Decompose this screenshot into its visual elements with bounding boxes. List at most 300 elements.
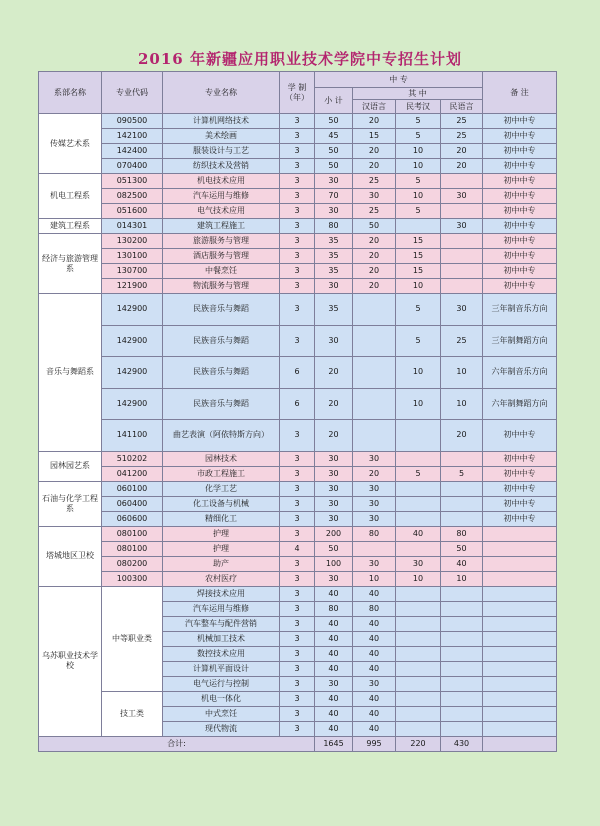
subtotal-cell: 40 bbox=[315, 586, 353, 601]
major-name-cell: 现代物流 bbox=[163, 721, 280, 736]
department-name-cell: 机电工程系 bbox=[39, 174, 102, 219]
minyu-count-cell bbox=[441, 234, 483, 249]
header-dept: 系部名称 bbox=[39, 72, 102, 114]
major-name-cell: 电气运行与控制 bbox=[163, 676, 280, 691]
subtotal-cell: 30 bbox=[315, 325, 353, 357]
subtotal-cell: 30 bbox=[315, 676, 353, 691]
header-duration-line2: （年） bbox=[285, 92, 309, 102]
hanyu-count-cell: 80 bbox=[353, 526, 396, 541]
minyu-count-cell bbox=[441, 691, 483, 706]
duration-cell: 3 bbox=[280, 496, 315, 511]
major-code-cell: 060400 bbox=[102, 496, 163, 511]
minyu-count-cell bbox=[441, 204, 483, 219]
duration-cell: 3 bbox=[280, 159, 315, 174]
subtotal-cell: 50 bbox=[315, 541, 353, 556]
table-row bbox=[39, 526, 557, 541]
duration-cell: 6 bbox=[280, 388, 315, 420]
hanyu-count-cell: 20 bbox=[353, 264, 396, 279]
minyu-count-cell: 25 bbox=[441, 114, 483, 129]
minkaohan-count-cell bbox=[396, 219, 441, 234]
subtotal-cell: 30 bbox=[315, 511, 353, 526]
table-row bbox=[39, 420, 557, 452]
major-name-cell: 电气技术应用 bbox=[163, 204, 280, 219]
duration-cell: 3 bbox=[280, 219, 315, 234]
table-row bbox=[39, 204, 557, 219]
hanyu-count-cell: 20 bbox=[353, 234, 396, 249]
major-name-cell: 农村医疗 bbox=[163, 571, 280, 586]
total-remark-cell bbox=[483, 736, 557, 751]
remark-cell bbox=[483, 541, 557, 556]
subtotal-cell: 35 bbox=[315, 249, 353, 264]
major-name-cell: 精细化工 bbox=[163, 511, 280, 526]
remark-cell: 三年制音乐方向 bbox=[483, 294, 557, 326]
hanyu-count-cell bbox=[353, 357, 396, 389]
table-row bbox=[39, 189, 557, 204]
remark-cell: 三年制舞蹈方向 bbox=[483, 325, 557, 357]
major-name-cell: 化工设备与机械 bbox=[163, 496, 280, 511]
table-row bbox=[39, 496, 557, 511]
minkaohan-count-cell bbox=[396, 481, 441, 496]
duration-cell: 3 bbox=[280, 511, 315, 526]
minkaohan-count-cell: 5 bbox=[396, 466, 441, 481]
duration-cell: 3 bbox=[280, 661, 315, 676]
remark-cell: 初中中专 bbox=[483, 451, 557, 466]
hanyu-count-cell: 20 bbox=[353, 279, 396, 294]
major-name-cell: 汽车整车与配件营销 bbox=[163, 616, 280, 631]
subtotal-cell: 80 bbox=[315, 219, 353, 234]
minkaohan-count-cell: 5 bbox=[396, 294, 441, 326]
remark-cell: 初中中专 bbox=[483, 129, 557, 144]
minyu-count-cell bbox=[441, 249, 483, 264]
major-code-cell: 510202 bbox=[102, 451, 163, 466]
minkaohan-count-cell: 10 bbox=[396, 388, 441, 420]
major-code-cell: 141100 bbox=[102, 420, 163, 452]
minkaohan-count-cell: 10 bbox=[396, 144, 441, 159]
table-row bbox=[39, 174, 557, 189]
remark-cell: 六年制舞蹈方向 bbox=[483, 388, 557, 420]
hanyu-count-cell: 40 bbox=[353, 631, 396, 646]
duration-cell: 3 bbox=[280, 706, 315, 721]
major-name-cell: 计算机平面设计 bbox=[163, 661, 280, 676]
duration-cell: 3 bbox=[280, 264, 315, 279]
hanyu-count-cell: 40 bbox=[353, 691, 396, 706]
major-name-cell: 曲艺表演（阿依特斯方向） bbox=[163, 420, 280, 452]
hanyu-count-cell bbox=[353, 388, 396, 420]
duration-cell: 3 bbox=[280, 189, 315, 204]
table-row bbox=[39, 219, 557, 234]
duration-cell: 3 bbox=[280, 451, 315, 466]
minyu-count-cell: 80 bbox=[441, 526, 483, 541]
total-hanyu-cell: 995 bbox=[353, 736, 396, 751]
major-name-cell: 服装设计与工艺 bbox=[163, 144, 280, 159]
department-name-cell: 塔城地区卫校 bbox=[39, 526, 102, 586]
minyu-count-cell: 40 bbox=[441, 556, 483, 571]
minyu-count-cell bbox=[441, 496, 483, 511]
major-name-cell: 数控技术应用 bbox=[163, 646, 280, 661]
hanyu-count-cell: 20 bbox=[353, 114, 396, 129]
subtotal-cell: 30 bbox=[315, 496, 353, 511]
major-code-cell: 121900 bbox=[102, 279, 163, 294]
major-code-cell: 142400 bbox=[102, 144, 163, 159]
major-name-cell: 化学工艺 bbox=[163, 481, 280, 496]
duration-cell: 3 bbox=[280, 144, 315, 159]
remark-cell: 初中中专 bbox=[483, 511, 557, 526]
major-code-cell: 060100 bbox=[102, 481, 163, 496]
department-name-cell: 传媒艺术系 bbox=[39, 114, 102, 174]
table-row bbox=[39, 234, 557, 249]
remark-cell bbox=[483, 691, 557, 706]
minyu-count-cell: 30 bbox=[441, 219, 483, 234]
hanyu-count-cell: 10 bbox=[353, 571, 396, 586]
major-code-cell: 130100 bbox=[102, 249, 163, 264]
minkaohan-count-cell: 10 bbox=[396, 189, 441, 204]
hanyu-count-cell: 30 bbox=[353, 676, 396, 691]
duration-cell: 3 bbox=[280, 204, 315, 219]
duration-cell: 6 bbox=[280, 357, 315, 389]
remark-cell bbox=[483, 556, 557, 571]
hanyu-count-cell: 40 bbox=[353, 706, 396, 721]
hanyu-count-cell: 30 bbox=[353, 511, 396, 526]
table-row bbox=[39, 159, 557, 174]
remark-cell: 初中中专 bbox=[483, 466, 557, 481]
major-code-cell: 080100 bbox=[102, 541, 163, 556]
minyu-count-cell: 25 bbox=[441, 325, 483, 357]
minkaohan-count-cell: 5 bbox=[396, 129, 441, 144]
subtotal-cell: 50 bbox=[315, 114, 353, 129]
minkaohan-count-cell bbox=[396, 451, 441, 466]
table-row bbox=[39, 357, 557, 389]
major-name-cell: 旅游服务与管理 bbox=[163, 234, 280, 249]
major-code-cell: 142900 bbox=[102, 325, 163, 357]
department-name-cell: 音乐与舞蹈系 bbox=[39, 294, 102, 452]
major-code-cell: 130200 bbox=[102, 234, 163, 249]
header-code: 专业代码 bbox=[102, 72, 163, 114]
table-header bbox=[39, 72, 557, 114]
minyu-count-cell: 10 bbox=[441, 357, 483, 389]
duration-cell: 3 bbox=[280, 466, 315, 481]
department-name-cell: 建筑工程系 bbox=[39, 219, 102, 234]
minyu-count-cell bbox=[441, 706, 483, 721]
subtotal-cell: 20 bbox=[315, 388, 353, 420]
hanyu-count-cell: 20 bbox=[353, 159, 396, 174]
subtotal-cell: 35 bbox=[315, 294, 353, 326]
table-row bbox=[39, 144, 557, 159]
subtotal-cell: 45 bbox=[315, 129, 353, 144]
subtotal-cell: 50 bbox=[315, 144, 353, 159]
major-code-cell: 051600 bbox=[102, 204, 163, 219]
duration-cell: 3 bbox=[280, 526, 315, 541]
minyu-count-cell bbox=[441, 676, 483, 691]
minyu-count-cell bbox=[441, 586, 483, 601]
minyu-count-cell bbox=[441, 279, 483, 294]
table-row bbox=[39, 586, 557, 601]
major-name-cell: 护理 bbox=[163, 541, 280, 556]
remark-cell: 初中中专 bbox=[483, 159, 557, 174]
subtotal-cell: 40 bbox=[315, 706, 353, 721]
duration-cell: 3 bbox=[280, 129, 315, 144]
duration-cell: 3 bbox=[280, 234, 315, 249]
minkaohan-count-cell bbox=[396, 616, 441, 631]
remark-cell: 初中中专 bbox=[483, 481, 557, 496]
remark-cell: 六年制音乐方向 bbox=[483, 357, 557, 389]
major-code-cell: 142900 bbox=[102, 357, 163, 389]
total-row bbox=[39, 736, 557, 751]
table-row bbox=[39, 325, 557, 357]
hanyu-count-cell bbox=[353, 325, 396, 357]
total-label-cell: 合计: bbox=[39, 736, 315, 751]
minkaohan-count-cell bbox=[396, 706, 441, 721]
table-row bbox=[39, 571, 557, 586]
header-major: 专业名称 bbox=[163, 72, 280, 114]
duration-cell: 3 bbox=[280, 325, 315, 357]
subtotal-cell: 40 bbox=[315, 616, 353, 631]
minkaohan-count-cell bbox=[396, 496, 441, 511]
table-row bbox=[39, 556, 557, 571]
total-subtotal-cell: 1645 bbox=[315, 736, 353, 751]
remark-cell: 初中中专 bbox=[483, 219, 557, 234]
enrollment-plan-table bbox=[38, 71, 557, 752]
remark-cell bbox=[483, 601, 557, 616]
major-name-cell: 机电一体化 bbox=[163, 691, 280, 706]
remark-cell: 初中中专 bbox=[483, 420, 557, 452]
major-name-cell: 助产 bbox=[163, 556, 280, 571]
minyu-count-cell: 20 bbox=[441, 420, 483, 452]
subtotal-cell: 200 bbox=[315, 526, 353, 541]
major-name-cell: 酒店服务与管理 bbox=[163, 249, 280, 264]
subtotal-cell: 40 bbox=[315, 721, 353, 736]
hanyu-count-cell bbox=[353, 294, 396, 326]
major-name-cell: 民族音乐与舞蹈 bbox=[163, 325, 280, 357]
table-row bbox=[39, 114, 557, 129]
table-row bbox=[39, 541, 557, 556]
minyu-count-cell bbox=[441, 646, 483, 661]
minyu-count-cell: 10 bbox=[441, 571, 483, 586]
major-name-cell: 焊接技术应用 bbox=[163, 586, 280, 601]
hanyu-count-cell: 40 bbox=[353, 586, 396, 601]
major-code-cell: 080200 bbox=[102, 556, 163, 571]
hanyu-count-cell: 30 bbox=[353, 481, 396, 496]
minyu-count-cell bbox=[441, 511, 483, 526]
major-name-cell: 物流服务与管理 bbox=[163, 279, 280, 294]
subtotal-cell: 100 bbox=[315, 556, 353, 571]
minkaohan-count-cell bbox=[396, 631, 441, 646]
header-qizhong: 其 中 bbox=[353, 88, 483, 100]
header-hanyu: 汉语言 bbox=[353, 100, 396, 114]
minkaohan-count-cell bbox=[396, 586, 441, 601]
major-code-cell: 100300 bbox=[102, 571, 163, 586]
remark-cell: 初中中专 bbox=[483, 144, 557, 159]
hanyu-count-cell: 40 bbox=[353, 646, 396, 661]
minkaohan-count-cell: 5 bbox=[396, 204, 441, 219]
major-code-cell: 060600 bbox=[102, 511, 163, 526]
remark-cell: 初中中专 bbox=[483, 114, 557, 129]
table-row bbox=[39, 264, 557, 279]
remark-cell: 初中中专 bbox=[483, 174, 557, 189]
remark-cell bbox=[483, 706, 557, 721]
subtotal-cell: 30 bbox=[315, 174, 353, 189]
subtotal-cell: 30 bbox=[315, 466, 353, 481]
remark-cell bbox=[483, 676, 557, 691]
table-row bbox=[39, 691, 557, 706]
minkaohan-count-cell: 10 bbox=[396, 279, 441, 294]
duration-cell: 3 bbox=[280, 586, 315, 601]
minyu-count-cell bbox=[441, 631, 483, 646]
major-code-cell: 090500 bbox=[102, 114, 163, 129]
table-row bbox=[39, 279, 557, 294]
table-row bbox=[39, 466, 557, 481]
duration-cell: 4 bbox=[280, 541, 315, 556]
major-code-cell: 051300 bbox=[102, 174, 163, 189]
subtotal-cell: 40 bbox=[315, 646, 353, 661]
department-name-cell: 乌苏职业技术学校 bbox=[39, 586, 102, 736]
hanyu-count-cell: 30 bbox=[353, 451, 396, 466]
category-cell: 技工类 bbox=[102, 691, 163, 736]
duration-cell: 3 bbox=[280, 249, 315, 264]
minkaohan-count-cell bbox=[396, 511, 441, 526]
major-code-cell: 070400 bbox=[102, 159, 163, 174]
hanyu-count-cell: 30 bbox=[353, 496, 396, 511]
major-name-cell: 民族音乐与舞蹈 bbox=[163, 388, 280, 420]
major-name-cell: 中式烹饪 bbox=[163, 706, 280, 721]
hanyu-count-cell: 50 bbox=[353, 219, 396, 234]
header-remarks: 备 注 bbox=[483, 72, 557, 114]
minyu-count-cell bbox=[441, 661, 483, 676]
total-minyu-cell: 430 bbox=[441, 736, 483, 751]
minkaohan-count-cell bbox=[396, 420, 441, 452]
duration-cell: 3 bbox=[280, 481, 315, 496]
hanyu-count-cell: 20 bbox=[353, 144, 396, 159]
header-duration-line1: 学 制 bbox=[287, 82, 307, 92]
subtotal-cell: 30 bbox=[315, 279, 353, 294]
major-name-cell: 建筑工程施工 bbox=[163, 219, 280, 234]
department-name-cell: 经济与旅游管理系 bbox=[39, 234, 102, 294]
major-name-cell: 纺织技术及营销 bbox=[163, 159, 280, 174]
duration-cell: 3 bbox=[280, 114, 315, 129]
subtotal-cell: 20 bbox=[315, 420, 353, 452]
remark-cell bbox=[483, 631, 557, 646]
duration-cell: 3 bbox=[280, 676, 315, 691]
table-body bbox=[39, 114, 557, 752]
header-zhongzhuan: 中 专 bbox=[315, 72, 483, 88]
minkaohan-count-cell: 40 bbox=[396, 526, 441, 541]
minkaohan-count-cell bbox=[396, 601, 441, 616]
hanyu-count-cell bbox=[353, 420, 396, 452]
minkaohan-count-cell: 5 bbox=[396, 174, 441, 189]
table-row bbox=[39, 451, 557, 466]
minkaohan-count-cell: 30 bbox=[396, 556, 441, 571]
hanyu-count-cell: 40 bbox=[353, 661, 396, 676]
hanyu-count-cell: 20 bbox=[353, 249, 396, 264]
minkaohan-count-cell bbox=[396, 691, 441, 706]
minyu-count-cell bbox=[441, 601, 483, 616]
minyu-count-cell: 5 bbox=[441, 466, 483, 481]
minyu-count-cell bbox=[441, 264, 483, 279]
remark-cell bbox=[483, 571, 557, 586]
major-code-cell: 014301 bbox=[102, 219, 163, 234]
duration-cell: 3 bbox=[280, 294, 315, 326]
minkaohan-count-cell: 10 bbox=[396, 357, 441, 389]
subtotal-cell: 70 bbox=[315, 189, 353, 204]
major-name-cell: 美术绘画 bbox=[163, 129, 280, 144]
header-duration bbox=[280, 72, 315, 114]
major-name-cell: 汽车运用与维修 bbox=[163, 601, 280, 616]
subtotal-cell: 40 bbox=[315, 631, 353, 646]
major-name-cell: 护理 bbox=[163, 526, 280, 541]
hanyu-count-cell: 80 bbox=[353, 601, 396, 616]
minkaohan-count-cell bbox=[396, 646, 441, 661]
major-code-cell: 142100 bbox=[102, 129, 163, 144]
major-code-cell: 142900 bbox=[102, 388, 163, 420]
duration-cell: 3 bbox=[280, 279, 315, 294]
major-code-cell: 080100 bbox=[102, 526, 163, 541]
hanyu-count-cell: 15 bbox=[353, 129, 396, 144]
major-name-cell: 计算机网络技术 bbox=[163, 114, 280, 129]
minyu-count-cell: 20 bbox=[441, 159, 483, 174]
category-cell: 中等职业类 bbox=[102, 586, 163, 691]
minkaohan-count-cell: 5 bbox=[396, 114, 441, 129]
minkaohan-count-cell: 5 bbox=[396, 325, 441, 357]
table-row bbox=[39, 388, 557, 420]
minyu-count-cell bbox=[441, 616, 483, 631]
duration-cell: 3 bbox=[280, 616, 315, 631]
subtotal-cell: 30 bbox=[315, 451, 353, 466]
minkaohan-count-cell: 15 bbox=[396, 264, 441, 279]
major-name-cell: 园林技术 bbox=[163, 451, 280, 466]
subtotal-cell: 30 bbox=[315, 571, 353, 586]
subtotal-cell: 80 bbox=[315, 601, 353, 616]
minkaohan-count-cell: 10 bbox=[396, 571, 441, 586]
table-row bbox=[39, 294, 557, 326]
remark-cell: 初中中专 bbox=[483, 189, 557, 204]
major-code-cell: 082500 bbox=[102, 189, 163, 204]
total-minkaohan-cell: 220 bbox=[396, 736, 441, 751]
subtotal-cell: 40 bbox=[315, 691, 353, 706]
minkaohan-count-cell bbox=[396, 661, 441, 676]
duration-cell: 3 bbox=[280, 420, 315, 452]
major-code-cell: 130700 bbox=[102, 264, 163, 279]
subtotal-cell: 40 bbox=[315, 661, 353, 676]
major-name-cell: 中餐烹饪 bbox=[163, 264, 280, 279]
minkaohan-count-cell bbox=[396, 721, 441, 736]
department-name-cell: 园林园艺系 bbox=[39, 451, 102, 481]
minyu-count-cell bbox=[441, 174, 483, 189]
minkaohan-count-cell bbox=[396, 676, 441, 691]
remark-cell: 初中中专 bbox=[483, 496, 557, 511]
remark-cell bbox=[483, 526, 557, 541]
minyu-count-cell bbox=[441, 451, 483, 466]
header-minyu: 民语言 bbox=[441, 100, 483, 114]
duration-cell: 3 bbox=[280, 571, 315, 586]
duration-cell: 3 bbox=[280, 174, 315, 189]
hanyu-count-cell: 30 bbox=[353, 189, 396, 204]
minkaohan-count-cell: 15 bbox=[396, 249, 441, 264]
hanyu-count-cell bbox=[353, 541, 396, 556]
remark-cell bbox=[483, 721, 557, 736]
remark-cell bbox=[483, 661, 557, 676]
remark-cell bbox=[483, 586, 557, 601]
remark-cell bbox=[483, 616, 557, 631]
major-name-cell: 机械加工技术 bbox=[163, 631, 280, 646]
remark-cell: 初中中专 bbox=[483, 204, 557, 219]
subtotal-cell: 35 bbox=[315, 234, 353, 249]
major-name-cell: 民族音乐与舞蹈 bbox=[163, 294, 280, 326]
minyu-count-cell bbox=[441, 721, 483, 736]
major-name-cell: 民族音乐与舞蹈 bbox=[163, 357, 280, 389]
header-minkaohan: 民考汉 bbox=[396, 100, 441, 114]
table-row bbox=[39, 511, 557, 526]
major-code-cell: 041200 bbox=[102, 466, 163, 481]
subtotal-cell: 30 bbox=[315, 204, 353, 219]
